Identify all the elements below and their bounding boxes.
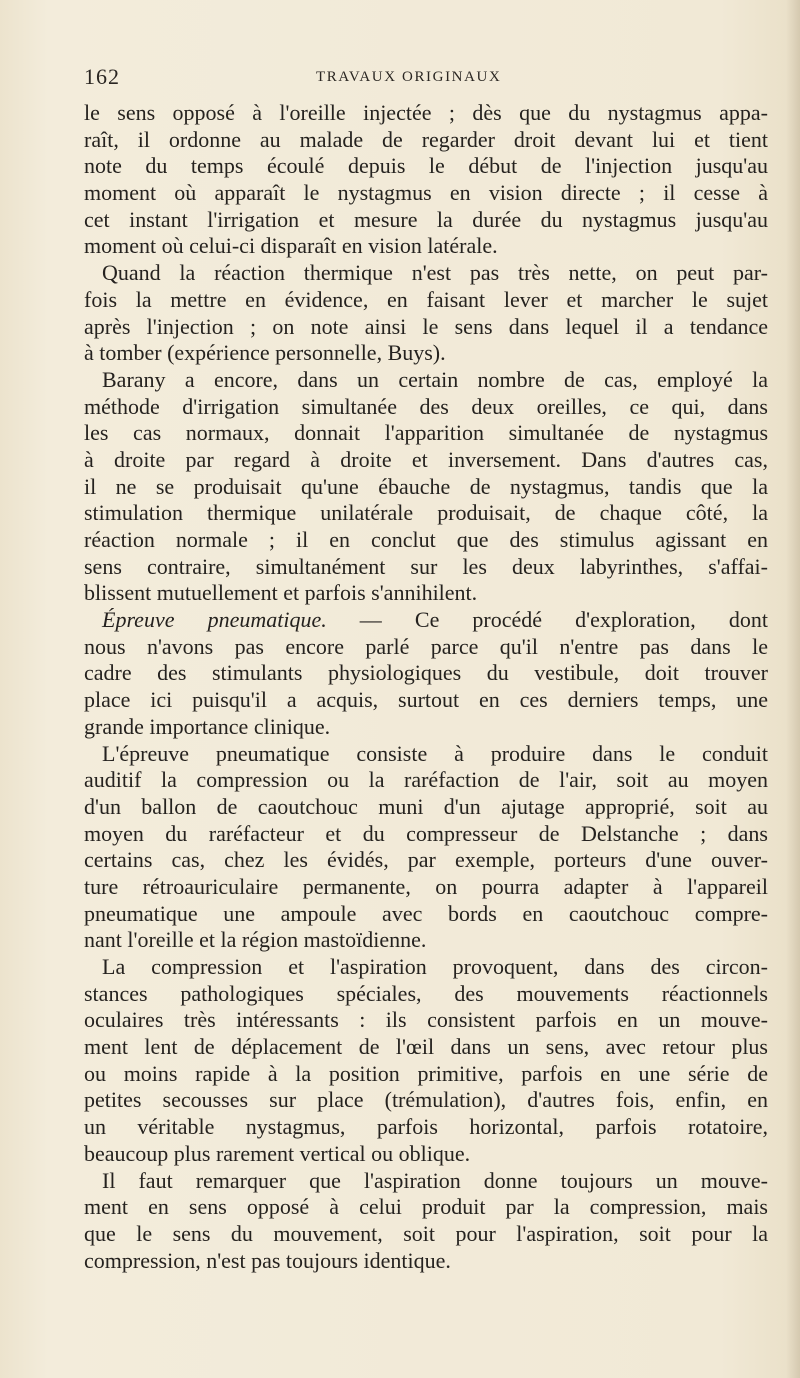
text-line: nous n'avons pas encore parlé parce qu'il n'entre pas dans le bbox=[84, 633, 768, 659]
text-line: beaucoup plus rarement vertical ou oblique. bbox=[84, 1140, 471, 1166]
section-title-rest: — Ce procédé d'exploration, dont bbox=[326, 607, 769, 633]
text-line: moyen du raréfacteur et du compresseur de Delstanche ; dans bbox=[84, 820, 768, 846]
text-line: Quand la réaction thermique n'est pas très nette, on peut par- bbox=[102, 260, 768, 286]
text-line: L'épreuve pneumatique consiste à produire dans le conduit bbox=[102, 740, 768, 766]
text-line: nant l'oreille et la région mastoïdienne. bbox=[84, 927, 427, 953]
text-line: grande importance clinique. bbox=[84, 713, 331, 739]
page-number: 162 bbox=[84, 64, 120, 89]
text-line: pneumatique une ampoule avec bords en caoutchouc compre- bbox=[84, 900, 768, 926]
text-line: petites secousses sur place (trémulation), d'autres fois, enfin, en bbox=[84, 1087, 768, 1113]
text-line: ture rétroauriculaire permanente, on pourra adapter à l'appareil bbox=[84, 873, 768, 899]
text-line: stimulation thermique unilatérale produisait, de chaque côté, la bbox=[84, 500, 768, 526]
text-line: cadre des stimulants physiologiques du vestibule, doit trouver bbox=[84, 660, 768, 686]
text-line: que le sens du mouvement, soit pour l'aspiration, soit pour la bbox=[84, 1220, 768, 1246]
text-line: moment où apparaît le nystagmus en vision directe ; il cesse à bbox=[84, 180, 768, 206]
text-line: Barany a encore, dans un certain nombre de cas, employé la bbox=[102, 366, 768, 392]
text-line: cet instant l'irrigation et mesure la durée du nystagmus jusqu'au bbox=[84, 206, 768, 232]
text-line: après l'injection ; on note ainsi le sens dans lequel il a tendance bbox=[84, 313, 768, 339]
page-edge-shadow bbox=[786, 0, 800, 1378]
running-head: TRAVAUX ORIGINAUX bbox=[316, 69, 502, 85]
text-line: certains cas, chez les évidés, par exemple, porteurs d'une ouver- bbox=[84, 847, 768, 873]
text-line: méthode d'irrigation simultanée des deux oreilles, ce qui, dans bbox=[84, 393, 768, 419]
text-line: La compression et l'aspiration provoquent, dans des circon- bbox=[102, 954, 768, 979]
text-line: d'un ballon de caoutchouc muni d'un ajutage approprié, soit au bbox=[84, 793, 768, 819]
text-line: blissent mutuellement et parfois s'annihilent. bbox=[84, 580, 478, 606]
text-line: stances pathologiques spéciales, des mouvements réactionnels bbox=[84, 980, 768, 1006]
text-line: raît, il ordonne au malade de regarder droit devant lui et tient bbox=[84, 126, 768, 152]
section-title-italic: Épreuve pneumatique. bbox=[102, 607, 327, 633]
text-line-section-start bbox=[84, 607, 768, 634]
text-line: moment où celui-ci disparaît en vision latérale. bbox=[84, 233, 498, 259]
text-line: le sens opposé à l'oreille injectée ; dès que du nystagmus appa- bbox=[84, 100, 768, 125]
text-line: ment en sens opposé à celui produit par la compression, mais bbox=[84, 1194, 768, 1220]
text-line: oculaires très intéressants : ils consistent parfois en un mouve- bbox=[84, 1007, 768, 1033]
text-line: ou moins rapide à la position primitive, parfois en une série de bbox=[84, 1060, 768, 1086]
text-line: Il faut remarquer que l'aspiration donne toujours un mouve- bbox=[102, 1167, 768, 1193]
text-line: un véritable nystagmus, parfois horizontal, parfois rotatoire, bbox=[84, 1114, 768, 1140]
page-header bbox=[84, 64, 744, 94]
text-line: compression, n'est pas toujours identique. bbox=[84, 1247, 451, 1273]
text-line: fois la mettre en évidence, en faisant lever et marcher le sujet bbox=[84, 286, 768, 312]
text-line: sens contraire, simultanément sur les deux labyrinthes, s'affai- bbox=[84, 553, 768, 579]
text-line: réaction normale ; il en conclut que des stimulus agissant en bbox=[84, 527, 768, 552]
text-line: note du temps écoulé depuis le début de l'injection jusqu'au bbox=[84, 153, 768, 179]
text-line: à droite par regard à droite et inversement. Dans d'autres cas, bbox=[84, 446, 768, 472]
body-text bbox=[84, 100, 768, 1274]
text-line: il ne se produisait qu'une ébauche de nystagmus, tandis que la bbox=[84, 473, 768, 499]
text-line: à tomber (expérience personnelle, Buys). bbox=[84, 340, 446, 366]
text-line: place ici puisqu'il a acquis, surtout en ces derniers temps, une bbox=[84, 687, 768, 713]
text-line: auditif la compression ou la raréfaction de l'air, soit au moyen bbox=[84, 767, 768, 793]
text-line: ment lent de déplacement de l'œil dans un sens, avec retour plus bbox=[84, 1034, 768, 1060]
text-line: les cas normaux, donnait l'apparition simultanée de nystagmus bbox=[84, 420, 768, 446]
